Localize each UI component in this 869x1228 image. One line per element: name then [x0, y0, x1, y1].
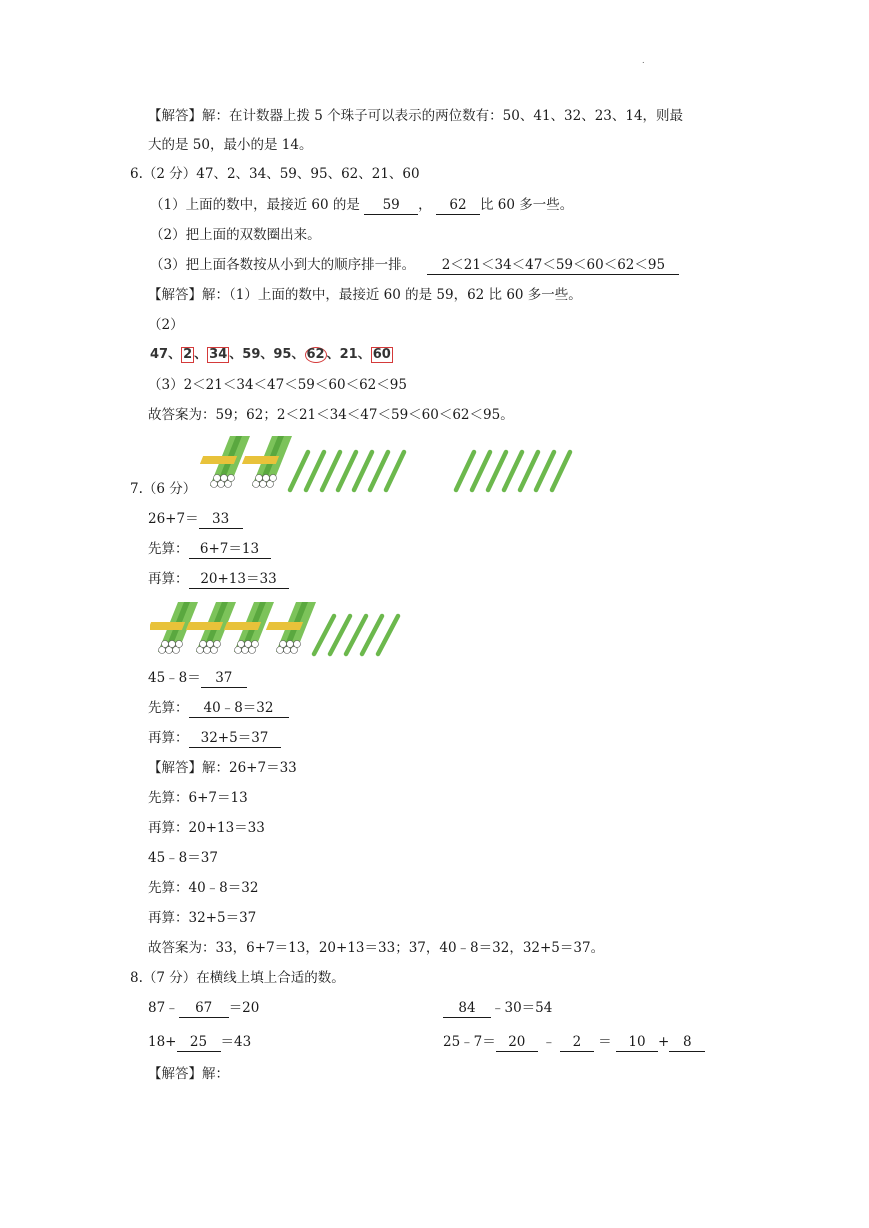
q6-sep: 、	[291, 347, 305, 362]
q7-answer-3: 再算：20+13＝33	[148, 820, 265, 836]
q7-eq2	[148, 668, 247, 688]
q6-part1-blank-a: 59	[364, 196, 418, 215]
q7-eq1-blank: 33	[199, 510, 243, 529]
q6-num-circled: 2	[183, 347, 193, 362]
q7-answer-4: 45﹣8＝37	[148, 850, 218, 866]
q7-answer-1: 【解答】解：26+7＝33	[148, 760, 297, 776]
q8-eq-d-blank-1: 20	[496, 1033, 538, 1052]
q8-eq-a-pre: 87﹣	[148, 1000, 179, 1016]
q6-part3	[150, 255, 679, 275]
q7-step3-blank: 40﹣8＝32	[189, 699, 289, 718]
q7-step1-label: 先算：	[148, 541, 189, 557]
q8-eq-a-blank: 67	[179, 999, 229, 1018]
q7-step1	[148, 539, 271, 559]
q6-final: 故答案为：59；62；2＜21＜34＜47＜59＜60＜62＜95。	[148, 407, 514, 423]
q6-part1	[150, 195, 573, 215]
q7-final: 故答案为：33，6+7＝13，20+13＝33；37，40﹣8＝32，32+5＝37。	[148, 940, 605, 956]
stick-bundles-image-2	[150, 598, 410, 662]
q6-part1-comma: ，	[418, 197, 432, 213]
q8-eq-b-post: ﹣30＝54	[491, 1000, 553, 1016]
q8-eq-b	[443, 998, 552, 1018]
q7-eq1	[148, 509, 243, 529]
q7-answer-2: 先算：6+7＝13	[148, 790, 248, 806]
header-dot: .	[642, 56, 645, 65]
q6-num: 47	[150, 347, 169, 362]
stick-bundles-image-1	[200, 434, 585, 498]
q6-num: 59	[242, 347, 261, 362]
q8-eq-b-blank: 84	[443, 999, 491, 1018]
q8-answer: 【解答】解：	[148, 1066, 229, 1082]
q6-num-circled: 34	[209, 347, 228, 362]
q8-eq-d-blank-4: 8	[669, 1033, 705, 1052]
q8-eq-a-post: ＝20	[228, 1000, 260, 1016]
q6-sep: 、	[229, 347, 243, 362]
q6-answer-2: （2）	[148, 317, 184, 333]
stick-bundle	[242, 436, 292, 488]
q7-step4-blank: 32+5＝37	[189, 729, 281, 748]
q7-eq2-text: 45﹣8＝	[148, 670, 201, 686]
q7-eq2-blank: 37	[201, 669, 247, 688]
q8-eq-d-op-1: ﹣	[542, 1034, 556, 1050]
q7-step2	[148, 569, 289, 589]
q6-sep: 、	[326, 347, 340, 362]
q6-num-circled: 60	[372, 347, 391, 362]
q7-step4	[148, 728, 281, 748]
q6-num: 95	[273, 347, 292, 362]
q6-sep: 、	[357, 347, 371, 362]
stick-bundle	[266, 602, 316, 654]
q7-answer-6: 再算：32+5＝37	[148, 910, 257, 926]
q6-answer-1: 【解答】解：（1）上面的数中，最接近 60 的是 59，62 比 60 多一些。	[148, 287, 582, 303]
q8-eq-d-op-3: +	[657, 1034, 670, 1050]
q6-part2: （2）把上面的双数圈出来。	[150, 227, 321, 243]
q8-eq-d-op-2: ＝	[598, 1034, 612, 1050]
q8-eq-c-post: ＝43	[220, 1034, 252, 1050]
q7-step2-blank: 20+13＝33	[189, 570, 289, 589]
prev-answer-line-2: 大的是 50，最小的是 14。	[148, 137, 313, 153]
q6-part1-post: 比 60 多一些。	[479, 197, 574, 213]
q8-eq-c	[148, 1032, 251, 1052]
q6-sep: 、	[168, 347, 182, 362]
q7-title: 7.（6 分）	[130, 481, 197, 497]
q6-part3-text: （3）把上面各数按从小到大的顺序排一排。	[150, 257, 416, 273]
q7-eq1-text: 26+7＝	[148, 511, 199, 527]
q7-step1-blank: 6+7＝13	[189, 540, 271, 559]
q8-eq-d-blank-2: 2	[560, 1033, 594, 1052]
q8-eq-c-pre: 18+	[148, 1034, 177, 1050]
single-sticks	[456, 452, 570, 490]
q7-answer-5: 先算：40﹣8＝32	[148, 880, 259, 896]
q6-num: 21	[339, 347, 358, 362]
q7-step4-label: 再算：	[148, 730, 189, 746]
q6-sep: 、	[260, 347, 274, 362]
q7-step3-label: 先算：	[148, 700, 189, 716]
q7-step2-label: 再算：	[148, 571, 189, 587]
q6-num-circled: 62	[306, 347, 325, 362]
q6-part1-blank-b: 62	[436, 196, 480, 215]
q8-eq-d	[443, 1032, 705, 1052]
q6-circled-row	[150, 345, 393, 365]
stick-bundle	[200, 436, 250, 488]
prev-answer-line-1: 【解答】解：在计数器上拨 5 个珠子可以表示的两位数有：50、41、32、23、14，则最	[148, 108, 684, 124]
q8-title: 8.（7 分）在横线上填上合适的数。	[130, 970, 345, 986]
q6-part3-blank: 2＜21＜34＜47＜59＜60＜62＜95	[427, 256, 679, 275]
q6-sep: 、	[194, 347, 208, 362]
single-sticks	[290, 452, 404, 490]
q8-eq-d-pre: 25﹣7＝	[443, 1034, 496, 1050]
q8-eq-a	[148, 998, 259, 1018]
q8-eq-c-blank: 25	[177, 1033, 221, 1052]
q8-eq-d-blank-3: 10	[616, 1033, 658, 1052]
q6-part1-text: （1）上面的数中，最接近 60 的是	[150, 197, 360, 213]
single-sticks	[314, 616, 398, 654]
q6-title: 6.（2 分）47、2、34、59、95、62、21、60	[130, 166, 420, 182]
q7-step3	[148, 698, 289, 718]
q6-answer-3: （3）2＜21＜34＜47＜59＜60＜62＜95	[148, 377, 407, 393]
